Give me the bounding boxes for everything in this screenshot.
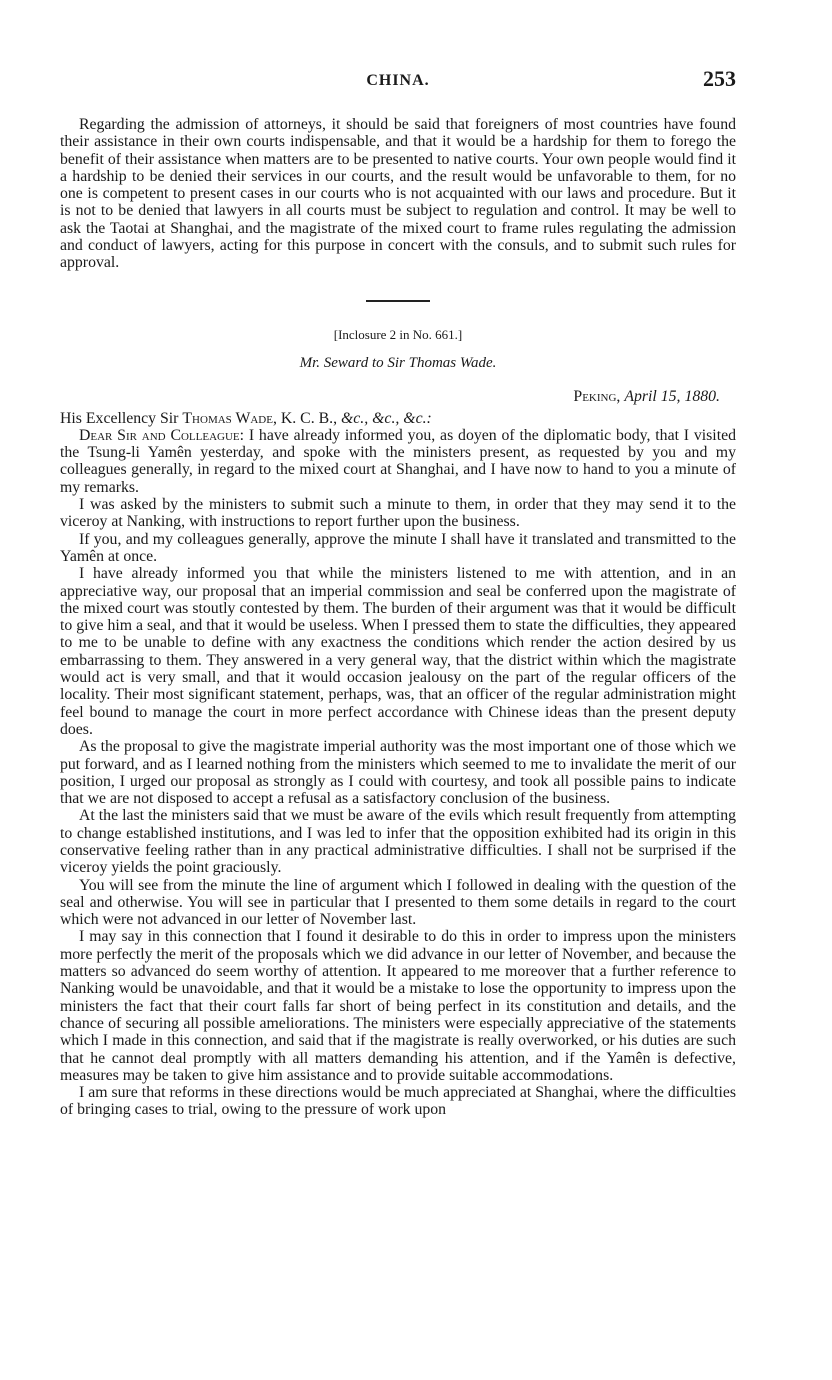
dateline-place: Peking, [573,388,621,406]
letter-paragraph: At the last the ministers said that we must be aware of the evils which result frequently from attempting to change established institutions, and I was led to infer that the opposition exhibited had its origin in this conservative feeling rather than in any practical administrative difficulties. I shall not be surprised if the viceroy yields the point graciously. [60,807,736,877]
dateline [60,388,736,405]
addressee-etc: &c., &c., &c.: [341,409,432,427]
section-divider [366,300,430,302]
addressee-name: Thomas Wade [182,409,273,427]
letter-paragraph: I am sure that reforms in these directions would be much appreciated at Shanghai, where the difficulties of bringing cases to trial, owing to the pressure of work upon [60,1084,736,1119]
addressee [60,410,736,427]
letter-paragraph: I may say in this connection that I found it desirable to do this in order to impress upon the ministers more perfectly the merit of the proposals which we did advance in our letter of November, and because the matters so advanced do seem worthy of attention. It appeared to me moreover that a further reference to Nanking would be unavoidable, and that it would be a mistake to lose the opportunity to impress upon the ministers the fact that their court falls far short of being perfect in its constitution and details, and the chance of securing all possible ameliorations. The ministers were especially appreciative of the statements which I made in this connection, and said that if the magistrate is really overworked, or his duties are such that he cannot deal promptly with all matters demanding his attention, and if the Yamên is defective, measures may be taken to give him assistance and to provide suitable accommodations. [60,928,736,1084]
letter-paragraph: If you, and my colleagues generally, approve the minute I shall have it translated and transmitted to the Yamên at once. [60,530,736,565]
letter-title: Mr. Seward to Sir Thomas Wade. [299,354,497,371]
salutation: Dear Sir and Colleague [78,426,240,444]
paragraph-attorneys: Regarding the admission of attorneys, it should be said that foreigners of most countries have found their assistance in their own courts indispensable, and that it would be a hardship for them to forego the benefit of their assistance when matters are to be presented to native courts. Your own people would find it a hardship to be denied their services in our courts, and the result would be unfavorable to them, for no one is competent to present cases in our courts who is not acquainted with our laws and procedure. But it is not to be denied that lawyers in all courts must be subject to regulation and control. It may be well to ask the Taotai at Shanghai, and the magistrate of the mixed court to frame rules regulating the admission and conduct of lawyers, acting for this purpose in concert with the consuls, and to submit such rules for approval. [60,116,736,272]
page-number: 253 [703,66,736,91]
salutation-text: : I have already informed you, as doyen of the diplomatic body, that I visited the Tsung-li Yamên yesterday, and spoke with the ministers present, as requested by you and my colleagues generally, in regard to the mixed court at Shanghai, and I have now to hand to you a minute of my remarks. [60,426,736,496]
letter-paragraph: I have already informed you that while the ministers listened to me with attention, and in an appreciative way, our proposal that an imperial commission and seal be conferred upon the magistrate of the mixed court was stoutly contested by them. The burden of their argument was that it would be difficult to give him a seal, and that it would be useless. When I pressed them to state the difficulties, they appeared to me to be unable to define with any exactness the conditions which render the action desired by us embarrassing to them. They answered in a very general way, that the district within which the magistrate would act is very small, and that it would occasion jealousy on the part of the regular officers of the locality. Their most significant statement, perhaps, was, that an officer of the regular administration might feel bound to manage the court in more perfect accordance with Chinese ideas than the present deputy does. [60,565,736,738]
page-body [60,116,736,1119]
addressee-suffix: , K. C. B., [272,409,341,427]
running-head: CHINA. [366,72,430,89]
letter-paragraph: You will see from the minute the line of argument which I followed in dealing with the question of the seal and otherwise. You will see in particular that I presented to them some details in regard to the court which were not advanced in our letter of November last. [60,876,736,929]
salutation-paragraph [60,427,736,496]
page-header [60,66,736,96]
letter-paragraph: As the proposal to give the magistrate imperial authority was the most important one of those which we put forward, and as I learned nothing from the ministers which seemed to me to invalidate the merit of our position, I urged our proposal as strongly as I could with courtesy, and took all possible pains to indicate that we are not disposed to accept a refusal as a satisfactory conclusion of the business. [60,738,736,808]
letter-paragraph: I was asked by the ministers to submit such a minute to them, in order that they may send it to the viceroy at Nanking, with instructions to report further upon the business. [60,496,736,531]
dateline-date: April 15, 1880. [624,388,720,406]
addressee-prefix: His Excellency Sir [60,409,183,427]
inclosure-heading: [Inclosure 2 in No. 661.] [333,326,463,342]
